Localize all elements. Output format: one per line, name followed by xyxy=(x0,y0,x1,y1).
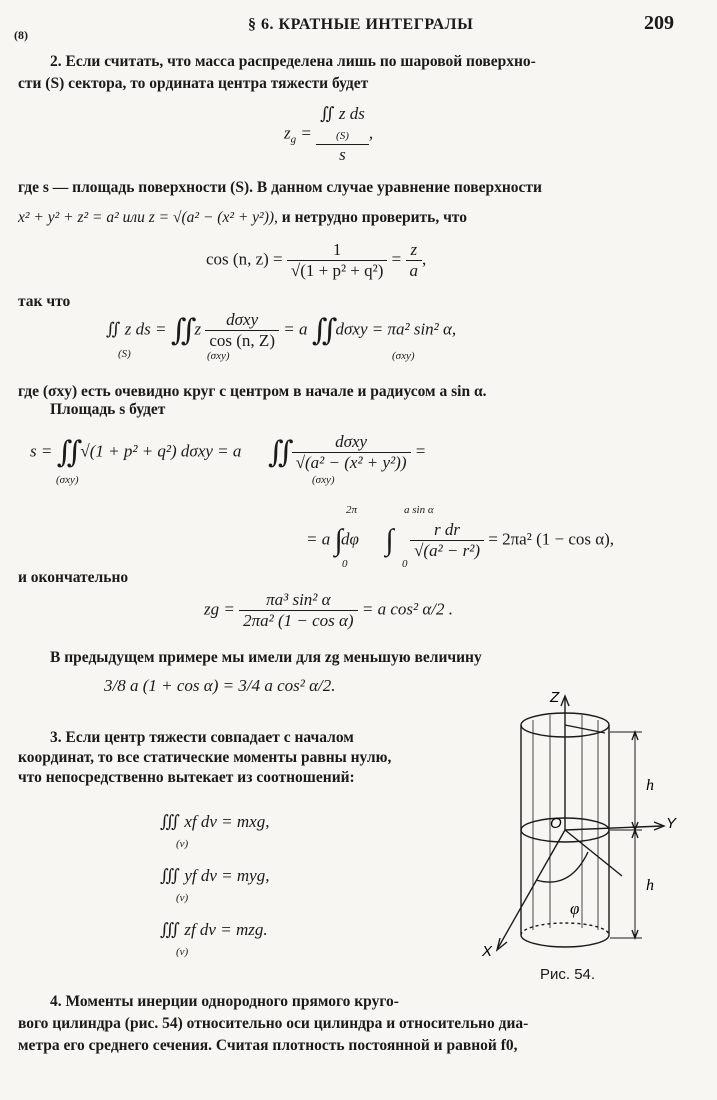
middle-section-front xyxy=(521,830,609,842)
radius-top xyxy=(565,725,605,733)
figure-caption: Рис. 54. xyxy=(540,966,596,983)
okonchatelno: и окончательно xyxy=(18,569,129,586)
problem2-line5: где (σxy) есть очевидно круг с центром в начале и радиусом a sin α. xyxy=(18,383,487,400)
area-int2-lower: 0 xyxy=(402,558,408,570)
y-axis xyxy=(565,826,662,830)
area-int1-upper: 2π xyxy=(346,504,358,516)
problem2-line3: где s — площадь поверхности (S). В данном случае уравнение поверхности xyxy=(18,179,542,196)
problem4-line3: метра его среднего сечения. Считая плотность постоянной и равной f0, xyxy=(18,1037,518,1054)
integral-sub-s: (S) xyxy=(118,348,131,360)
formula-area-row1: s = ∬ √(1 + p² + q²) dσxy = a ∬ $\frac{\text{dσxy}}{\text{√(a² − (x² + y²))}}$ = xyxy=(30,432,427,472)
problem4-line2: вого цилиндра (рис. 54) относительно оси цилиндра и относительно диа- xyxy=(18,1015,529,1032)
x-axis xyxy=(498,830,565,948)
area-sub-sigma2: (σxy) xyxy=(312,474,335,486)
page-marker: (8) xyxy=(14,28,28,42)
problem2-line1: 2. Если считать, что масса распределена лишь по шаровой поверхно- xyxy=(50,53,536,70)
formula-integral: ∬ z ds = ∬ z $\frac{\text{dσxy}}{\cos (n, Z)}$ = a ∬ dσxy = πa² sin² α, xyxy=(106,310,457,350)
problem2-line7: В предыдущем примере мы имели для zg меньшую величину xyxy=(50,649,482,666)
axis-y-label: Y xyxy=(666,815,677,832)
axis-z-label: Z xyxy=(550,689,560,706)
problem3-eq2: ∭ yf dv = myg, xyxy=(160,866,270,885)
problem3-eq2-sub: (v) xyxy=(176,892,189,904)
problem3-line3: что непосредственно вытекает из соотношений: xyxy=(18,769,355,786)
problem2-line4: x² + y² + z² = a² или z = √(a² − (x² + y²)), и нетрудно проверить, что xyxy=(18,209,467,226)
problem3-eq3-sub: (v) xyxy=(176,946,189,958)
page-number: 209 xyxy=(644,12,674,34)
origin-label: O xyxy=(550,815,562,832)
section-title: § 6. КРАТНЫЕ ИНТЕГРАЛЫ xyxy=(248,16,474,33)
area-sub-sigma1: (σxy) xyxy=(56,474,79,486)
problem3-eq3: ∭ zf dv = mzg. xyxy=(160,920,268,939)
formula-final: zg = $\frac{\text{πa³ sin² α}}{\text{2πa² (1 − cos α)}}$ = a cos² α/2 . xyxy=(204,590,453,630)
problem2-line2: сти (S) сектора, то ордината центра тяжести будет xyxy=(18,75,369,92)
problem4-line1: 4. Моменты инерции однородного прямого круго- xyxy=(50,993,399,1010)
axis-x-label: X xyxy=(482,943,493,960)
formula-area-row2: = a ∫ dφ ∫ $\frac{\text{r dr}}{\text{√(a² − r²)}}$ = 2πa² (1 − cos α), xyxy=(306,520,615,560)
height-label-bottom: h xyxy=(646,877,654,894)
integral-sub-sigma2: (σxy) xyxy=(392,350,415,362)
problem3-line1: 3. Если центр тяжести совпадает с началом xyxy=(50,729,354,746)
formula-zg: $z_g$ = ∬ z ds (S) s , xyxy=(284,104,374,164)
height-label-top: h xyxy=(646,777,654,794)
cylinder-bottom-back xyxy=(521,923,609,935)
figure-cylinder xyxy=(470,680,700,970)
area-int2-upper: a sin α xyxy=(404,504,434,516)
problem2-line6: Площадь s будет xyxy=(50,401,166,418)
tak-chto: так что xyxy=(18,293,71,310)
formula-compare: 3/8 a (1 + cos α) = 3/4 a cos² α/2. xyxy=(104,676,336,695)
area-int1-lower: 0 xyxy=(342,558,348,570)
radius-angle xyxy=(565,830,622,876)
angle-label: φ xyxy=(570,899,580,918)
problem3-line2: координат, то все статические моменты равны нулю, xyxy=(18,749,392,766)
problem3-eq1-sub: (v) xyxy=(176,838,189,850)
problem3-eq1: ∭ xf dv = mxg, xyxy=(160,812,270,831)
formula-cos: cos (n, z) = $\frac{1}{\text{√(1 + p² + q²)}}$ = $\frac{z}{a}$ , xyxy=(206,240,427,280)
cylinder-bottom-front xyxy=(521,935,609,947)
integral-sub-sigma1: (σxy) xyxy=(207,350,230,362)
